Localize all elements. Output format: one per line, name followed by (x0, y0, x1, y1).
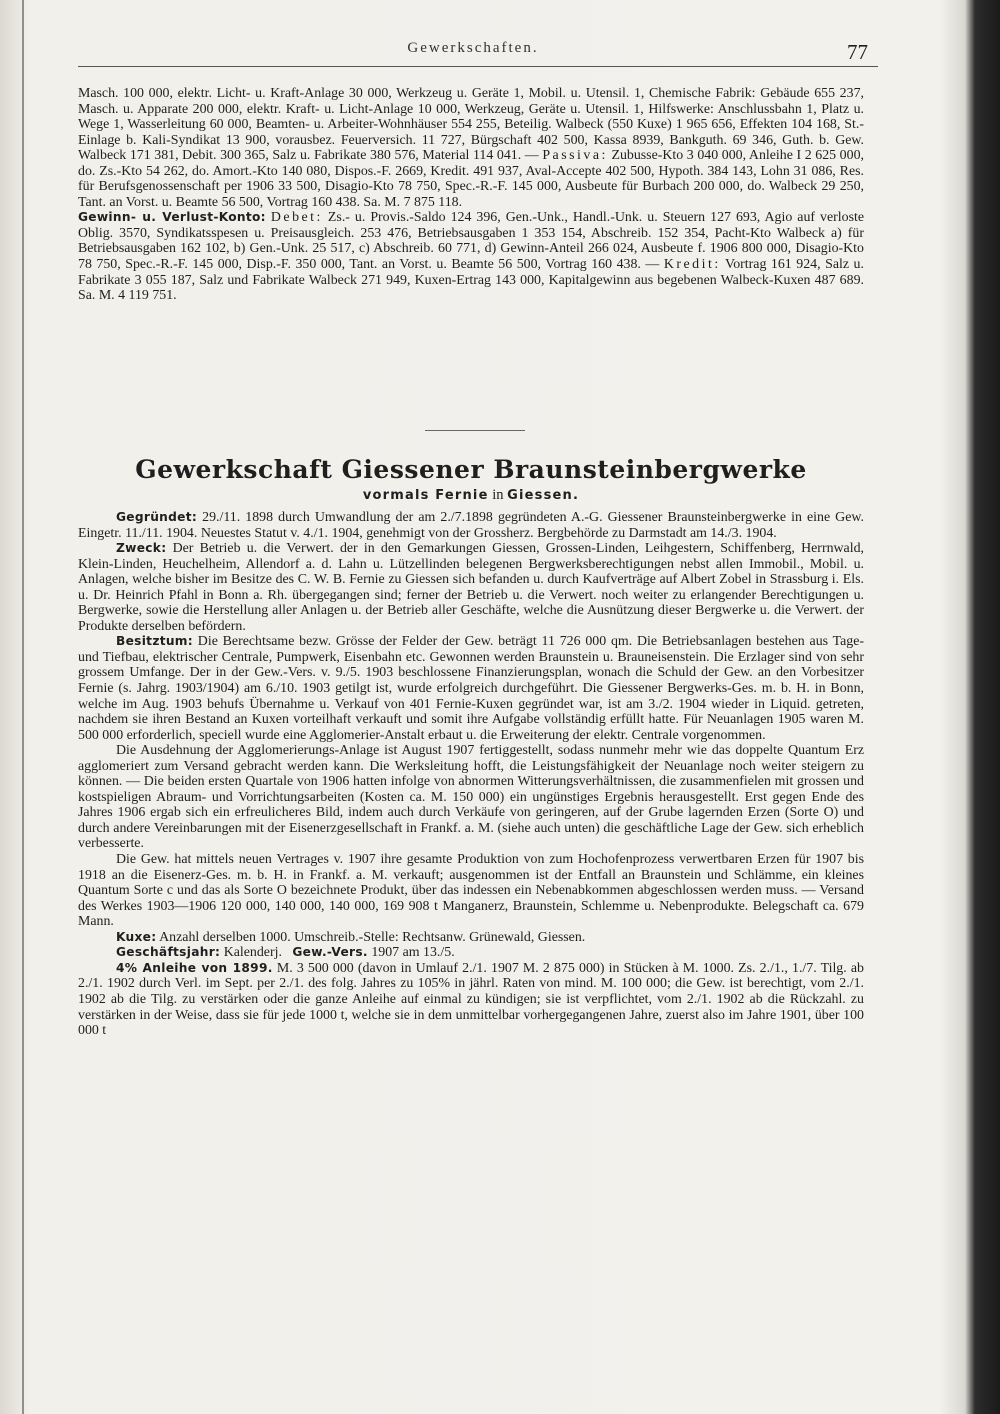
company-entry (78, 510, 864, 1039)
section-separator (425, 430, 525, 431)
running-title: Gewerkschaften. (407, 40, 539, 56)
founded-paragraph: Gegründet: 29./11. 1898 durch Umwandlung der am 2./7.1898 gegründeten A.-G. Giessener Braunsteinbergwerke in eine Gew. Eingetr. 11./11. 1904. Neuestes Statut v. 4./1. 1904, genehmigt von der Grossherz. Bergbehörde zu Darmstadt am 14./3. 1904. (78, 510, 864, 541)
company-subtitle: vormals Fernie in Giessen. (362, 487, 580, 503)
page-number: 77 (847, 40, 868, 64)
page-header (78, 40, 868, 74)
kuxe-paragraph: Kuxe: Anzahl derselben 1000. Umschreib.-Stelle: Rechtsanw. Grünewald, Giessen. (116, 929, 586, 945)
property-paragraph: Besitztum: Die Berechtsame bezw. Grösse der Felder der Gew. beträgt 11 726 000 qm. Die Betriebsanlagen bestehen aus Tage- und Tiefbau, elektrischer Centrale, Pumpwerk, Eisenbahn etc. Gewonnen werden Braunstein u. Brauneisenstein. Die Erzlager sind von sehr grossem Umfange. Der in der Gew.-Vers. v. 9./5. 1903 beschlossene Finanzierungsplan, wonach die Schuld der Gew. an den Vorbesitzer Fernie (s. Jahrg. 1903/1904) am 6./10. 1903 getilgt ist, wurde erfolgreich durchgeführt. Die Giessener Bergwerks-Ges. m. b. H. in Bonn, welche im Aug. 1903 behufs Übernahme u. Verkauf von 401 Fernie-Kuxen gegründet war, ist am 3./2. 1904 wieder in Liquid. getreten, nachdem sie ihren Bestand an Kuxen vorteilhaft verkauft und somit ihre Aufgabe vollständig erfüllt hatte. Für Neuanlagen 1905 waren M. 500 000 erforderlich, speciell wurde eine Agglomerier-Anstalt erbaut u. die Erweiterung der elektr. Centrale vorgenommen. (78, 634, 865, 743)
fiscal-year-paragraph: Geschäftsjahr: Kalenderj. Gew.-Vers. 1907 am 13./5. (116, 945, 455, 961)
profit-loss-paragraph: Gewinn- u. Verlust-Konto: Debet: Zs.- u. Provis.-Saldo 124 396, Gen.-Unk., Handl.-Unk. u. Steuern 127 693, Agio auf verloste Oblig. 3570, Syndikatsspesen u. Preisausgleich. 253 476, Betriebsausgaben 1 353 154, Abschreib. 152 354, Pacht-Kto Walbeck a) für Betriebsausgaben 162 102, b) Gen.-Unk. 25 517, c) Abschreib. 60 771, d) Gewinn-Anteil 266 024, Ausbeute f. 1906 800 000, Disagio-Kto 78 750, Spec.-R.-F. 145 000, Disp.-F. 350 000, Tant. an Vorst. u. Beamte 56 500, Vortrag 160 438. — Kredit: Vortrag 161 924, Salz u. Fabrikate 3 055 187, Salz und Fabrikate Walbeck 271 949, Kuxen-Ertrag 143 000, Kapitalgewinn aus begebenen Walbeck-Kuxen 487 689. Sa. M. 4 119 751. (78, 210, 864, 304)
header-rule (78, 66, 878, 67)
contract-paragraph: Die Gew. hat mittels neuen Vertrages v. 1907 ihre gesamte Produktion von zum Hochofenprozess verwertbaren Erzen für 1907 bis 1918 an die Eisenerz-Ges. m. b. H. in Frankf. a. M. verkauft; ausgenommen ist der Entfall an Braunstein und Schlämme, ein kleines Quantum Sorte c und das als Sorte O bezeichnete Produkt, über das indessen ein Nebenabkommen abgeschlossen werden muss. — Versand des Werkes 1903—1906 120 000, 140 000, 140 000, 169 908 t Manganerz, Braunstein, Schlemme u. Nebenprodukte. Belegschaft ca. 679 Mann. (78, 852, 864, 930)
purpose-paragraph: Zweck: Der Betrieb u. die Verwert. der in den Gemarkungen Giessen, Grossen-Linden, Leihgestern, Schiffenberg, Herrnwald, Klein-Linden, Heuchelheim, Allendorf a. d. Lahn u. Lützellinden belegenen Bergwerksberechtigungen nebst allen Immobil., Mobil. u. Anlagen, welche bisher im Besitze des C. W. B. Fernie zu Giessen sich befanden u. durch Kaufverträge auf Albert Zobel in Strassburg i. Els. u. Dr. Heinrich Pfahl in Bonn a. Rh. übergegangen sind; ferner der Betrieb u. die Verwert. noch weiter zu erlangender Berechtigungen u. Bergwerke, sowie die Herstellung aller Anlagen u. der Betrieb aller Geschäfte, welche die Ausnützung dieser Bergwerke u. die Verwert. der Produkte derselben befördern. (78, 541, 864, 634)
binding-edge (22, 0, 24, 1414)
previous-entry-balance (78, 86, 864, 304)
company-title: Gewerkschaft Giessener Braunsteinbergwerke (135, 455, 807, 484)
agglomeration-paragraph: Die Ausdehnung der Agglomerierungs-Anlage ist August 1907 fertiggestellt, sodass nunmehr mehr wie das doppelte Quantum Erz agglomeriert zum Versand gebracht werden kann. Die Werksleitung hofft, die Leistungsfähigkeit der Neuanlage noch weiter steigern zu können. — Die beiden ersten Quartale von 1906 hatten infolge von abnormen Witterungsverhältnissen, die zusammenfielen mit grossen und kostspieligen Abraum- und Vorrichtungsarbeiten (Kosten ca. M. 150 000) ein ungünstiges Ergebnis herausgestellt. Erst gegen Ende des Jahres 1906 ergab sich ein erfreulicheres Bild, indem auch durch Verkäufe von geringeren, auf der Grube lagernden Erzen (Sorte O) und durch andere Vereinbarungen mit der Eisenerzgesellschaft in Frankf. a. M. (siehe auch unten) die geschäftliche Lage der Gew. sich erheblich verbesserte. (78, 743, 864, 852)
loan-paragraph: 4% Anleihe von 1899. M. 3 500 000 (davon in Umlauf 2./1. 1907 M. 2 875 000) in Stücken à M. 1000. Zs. 2./1., 1./7. Tilg. ab 2./1. 1902 durch Verl. im Sept. per 2./1. des folg. Jahres zu 105% in jährl. Raten von mind. M. 100 000; die Gew. ist berechtigt, vom 2./1. 1902 ab die Tilg. zu verstärken oder die ganze Anleihe auf einmal zu kündigen; sie ist verpflichtet, vom 2./1. 1902 ab die Rückzahl. zu verstärken in der Weise, dass sie für jede 1000 t, welche sie in dem unmittelbar vorhergegangenen Jahre, zuerst also im Jahre 1901, über 100 000 t (78, 960, 864, 1039)
balance-paragraph: Masch. 100 000, elektr. Licht- u. Kraft-Anlage 30 000, Werkzeug u. Geräte 1, Mobil. u. Utensil. 1, Chemische Fabrik: Gebäude 655 237, Masch. u. Apparate 200 000, elektr. Kraft- u. Licht-Anlage 10 000, Werkzeug, Geräte u. Utensil. 1, Hilfswerke: Anschlussbahn 1, Platz u. Wege 1, Wasserleitung 60 000, Beamten- u. Arbeiter-Wohnhäuser 554 255, Beteilig. Walbeck (550 Kuxe) 1 965 656, Effekten 104 168, St.-Einlage b. Kali-Syndikat 13 900, vorausbez. Feuerversich. 11 727, Bürgschaft 402 500, Kassa 8939, Bankguth. 69 346, Guth. b. Gew. Walbeck 171 381, Debit. 300 365, Salz u. Fabrikate 380 576, Material 114 041. — Passiva: Zubusse-Kto 3 040 000, Anleihe I 2 625 000, do. Zs.-Kto 54 262, do. Amort.-Kto 140 080, Dispos.-F. 2669, Kredit. 491 937, Aval-Accepte 402 500, Hypoth. 384 143, Lohn 31 086, Res. für Berufsgenossenschaft per 1906 33 500, Disagio-Kto 78 750, Spec.-R.-F. 145 000, Ausbeute für Burbach 200 000, do. Walbeck 29 250, Tant. an Vorst. u. Beamte 56 500, Vortrag 160 438. Sa. M. 7 875 118. (78, 86, 864, 210)
